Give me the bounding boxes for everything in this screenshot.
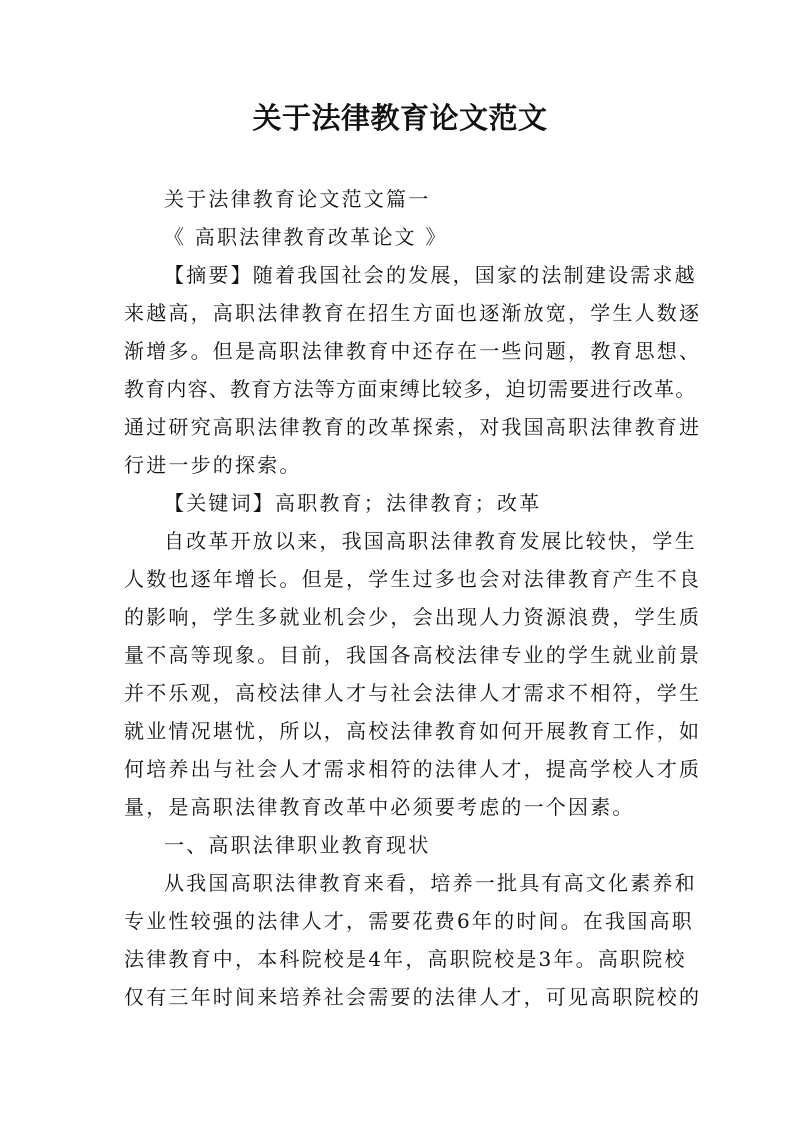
document-title: 关于法律教育论文范文: [252, 101, 548, 135]
paper-title: 《 高职法律教育改革论文 》: [164, 225, 448, 249]
abstract-line: 来越高，高职法律教育在招生方面也逐渐放宽，学生人数逐: [124, 301, 702, 325]
paragraph-line: 自改革开放以来，我国高职法律教育发展比较快，学生: [164, 529, 697, 553]
paragraph-line: 就业情况堪忧，所以，高校法律教育如何开展教育工作，如: [124, 719, 702, 743]
abstract-line: 渐增多。但是高职法律教育中还存在一些问题，教育思想、: [124, 339, 702, 363]
paragraph-line: 的影响，学生多就业机会少，会出现人力资源浪费，学生质: [124, 605, 702, 629]
paragraph-line: 并不乐观，高校法律人才与社会法律人才需求不相符，学生: [124, 681, 702, 705]
abstract-line: 教育内容、教育方法等方面束缚比较多，迫切需要进行改革。: [124, 377, 697, 401]
section-subheading: 一、高职法律职业教育现状: [164, 833, 431, 857]
abstract-line: 通过研究高职法律教育的改革探索，对我国高职法律教育进: [124, 415, 702, 439]
paragraph-line: 量，是高职法律教育改革中必须要考虑的一个因素。: [124, 795, 635, 819]
keywords-line: 【关键词】高职教育；法律教育；改革: [164, 491, 542, 515]
paragraph-line: 法律教育中，本科院校是4年，高职院校是3年。高职院校: [124, 947, 687, 971]
paragraph-line: 专业性较强的法律人才，需要花费6年的时间。在我国高职: [124, 909, 694, 933]
paragraph-line: 何培养出与社会人才需求相符的法律人才，提高学校人才质: [124, 757, 702, 781]
paragraph-line: 人数也逐年增长。但是，学生过多也会对法律教育产生不良: [124, 567, 702, 591]
section-heading: 关于法律教育论文范文篇一: [164, 187, 431, 211]
abstract-line: 行进一步的探索。: [124, 453, 302, 477]
paragraph-line: 量不高等现象。目前，我国各高校法律专业的学生就业前景: [124, 643, 702, 667]
paragraph-line: 从我国高职法律教育来看，培养一批具有高文化素养和: [164, 871, 697, 895]
paragraph-line: 仅有三年时间来培养社会需要的法律人才，可见高职院校的: [124, 985, 702, 1009]
abstract-line: 【摘要】随着我国社会的发展，国家的法制建设需求越: [164, 263, 697, 287]
